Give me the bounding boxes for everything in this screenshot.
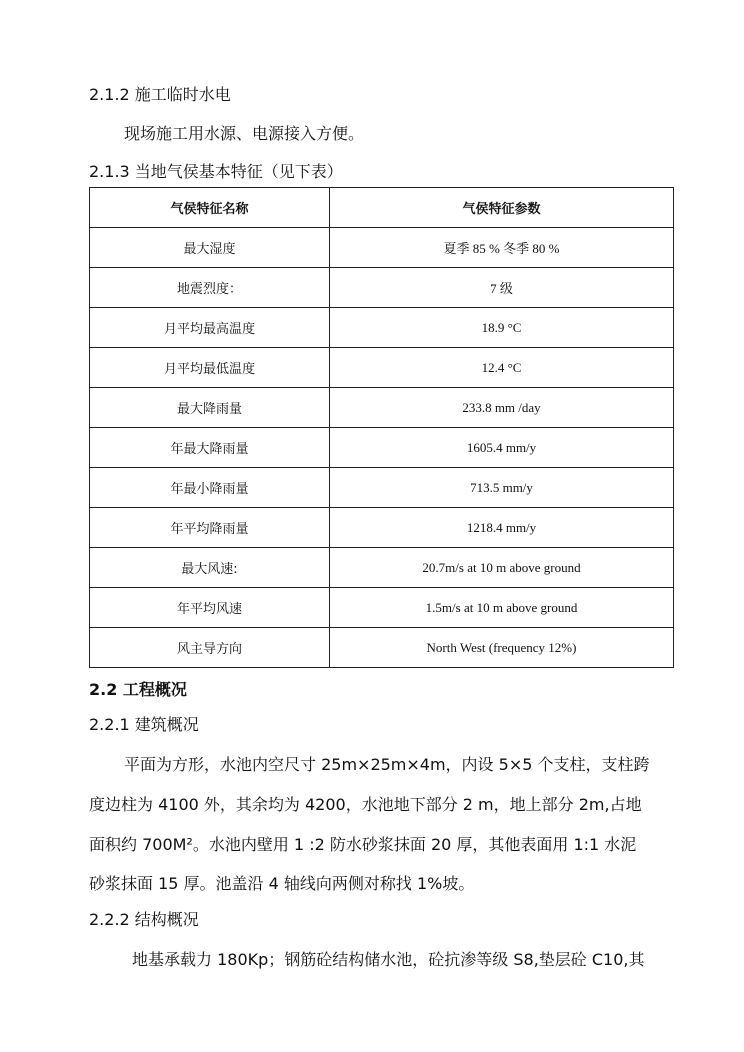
table-cell-name: 年平均降雨量: [90, 508, 330, 548]
table-header-name: 气侯特征名称: [90, 188, 330, 228]
table-row: [90, 268, 674, 308]
table-cell-value: 1605.4 mm/y: [330, 428, 674, 468]
table-row: [90, 228, 674, 268]
table-cell-name: 年最小降雨量: [90, 468, 330, 508]
table-cell-name: 月平均最低温度: [90, 348, 330, 388]
climate-table: [89, 187, 674, 668]
table-cell-value: 1.5m/s at 10 m above ground: [330, 588, 674, 628]
section-heading-2-2-2: 2.2.2 结构概况: [89, 910, 199, 929]
table-row: [90, 348, 674, 388]
table-cell-value: 7 级: [330, 268, 674, 308]
table-cell-name: 月平均最高温度: [90, 308, 330, 348]
table-cell-value: 713.5 mm/y: [330, 468, 674, 508]
section-heading-2-2: 2.2 工程概况: [89, 680, 187, 699]
table-cell-value: North West (frequency 12%): [330, 628, 674, 668]
paragraph-structure-line: 地基承载力 180Kp；钢筋砼结构储水池，砼抗渗等级 S8,垫层砼 C10,其: [132, 950, 645, 969]
table-cell-value: 233.8 mm /day: [330, 388, 674, 428]
table-row: [90, 308, 674, 348]
table-cell-name: 年平均风速: [90, 588, 330, 628]
table-cell-value: 1218.4 mm/y: [330, 508, 674, 548]
paragraph-building-line: 砂浆抹面 15 厚。池盖沿 4 轴线向两侧对称找 1%坡。: [89, 874, 475, 893]
paragraph-building-line: 平面为方形，水池内空尺寸 25m×25m×4m，内设 5×5 个支柱，支柱跨: [124, 755, 650, 774]
section-heading-2-2-1: 2.2.1 建筑概况: [89, 715, 199, 734]
table-cell-value: 夏季 85 % 冬季 80 %: [330, 228, 674, 268]
table-header-value: 气侯特征参数: [330, 188, 674, 228]
paragraph-water-power: 现场施工用水源、电源接入方便。: [124, 124, 365, 143]
table-row: [90, 468, 674, 508]
table-row: [90, 548, 674, 588]
paragraph-building-line: 面积约 700M²。水池内壁用 1 :2 防水砂浆抹面 20 厚，其他表面用 1:1 水泥: [89, 835, 637, 854]
table-cell-value: 12.4 °C: [330, 348, 674, 388]
table-header-row: [90, 188, 674, 228]
table-cell-name: 地震烈度：: [90, 268, 330, 308]
table-row: [90, 428, 674, 468]
section-heading-2-1-2: 2.1.2 施工临时水电: [89, 85, 231, 104]
table-cell-name: 年最大降雨量: [90, 428, 330, 468]
table-cell-name: 最大湿度: [90, 228, 330, 268]
table-row: [90, 388, 674, 428]
table-cell-name: 最大降雨量: [90, 388, 330, 428]
table-row: [90, 508, 674, 548]
table-cell-name: 最大风速:: [90, 548, 330, 588]
paragraph-building-line: 度边柱为 4100 外，其余均为 4200，水池地下部分 2 m，地上部分 2m,占地: [89, 795, 642, 814]
table-row: [90, 588, 674, 628]
table-cell-value: 20.7m/s at 10 m above ground: [330, 548, 674, 588]
table-cell-value: 18.9 °C: [330, 308, 674, 348]
table-row: [90, 628, 674, 668]
section-heading-2-1-3: 2.1.3 当地气侯基本特征（见下表）: [89, 162, 343, 181]
table-cell-name: 风主导方向: [90, 628, 330, 668]
